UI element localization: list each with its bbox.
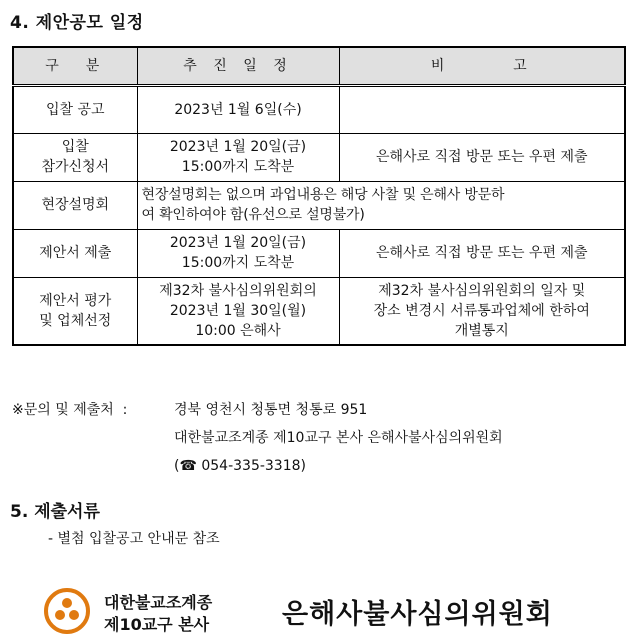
table-header-row [13,47,625,85]
footer [44,584,624,636]
table-row [13,133,625,181]
header-schedule: 추 진 일 정 [137,47,339,85]
row-note: 은해사로 직접 방문 또는 우편 제출 [339,133,625,181]
order-seal-icon [44,588,90,634]
section-5-title: 5. 제출서류 [10,502,100,522]
row-schedule: 제32차 불사심의위원회의 2023년 1월 30일(월) 10:00 은해사 [137,277,339,345]
footer-org-line2: 제10교구 본사 [104,615,210,634]
row-schedule: 2023년 1월 20일(금) 15:00까지 도착분 [137,229,339,277]
row-schedule: 2023년 1월 20일(금) 15:00까지 도착분 [137,133,339,181]
section-5-bullet: - 별첨 입찰공고 안내문 참조 [48,531,220,547]
section-4-title: 4. 제안공모 일정 [10,13,144,33]
table-row [13,181,625,229]
row-note [339,85,625,133]
table-row [13,277,625,345]
contact-org: 대한불교조계종 제10교구 본사 은해사불사심의위원회 [174,430,503,446]
table-row [13,229,625,277]
contact-phone: (☎ 054-335-3318) [174,458,306,474]
row-category: 제안서 평가 및 업체선정 [13,277,137,345]
contact-label: ※문의 및 제출처 : [12,402,128,418]
table-row [13,85,625,133]
footer-org-line1: 대한불교조계종 [104,593,213,612]
contact-address: 경북 영천시 청통면 청통로 951 [174,402,368,418]
row-category: 제안서 제출 [13,229,137,277]
footer-committee: 은해사불사심의위원회 [282,599,553,630]
header-note: 비 고 [339,47,625,85]
header-category: 구 분 [13,47,137,85]
row-category: 입찰 참가신청서 [13,133,137,181]
schedule-table [12,46,626,346]
row-schedule: 2023년 1월 6일(수) [137,85,339,133]
row-note: 제32차 불사심의위원회의 일자 및 장소 변경시 서류통과업체에 한하여 개별통지 [339,277,625,345]
row-note: 은해사로 직접 방문 또는 우편 제출 [339,229,625,277]
row-category: 현장설명회 [13,181,137,229]
row-merged-note: 현장설명회는 없으며 과업내용은 해당 사찰 및 은해사 방문하 여 확인하여야 함(유선으로 설명불가) [137,181,625,229]
row-category: 입찰 공고 [13,85,137,133]
